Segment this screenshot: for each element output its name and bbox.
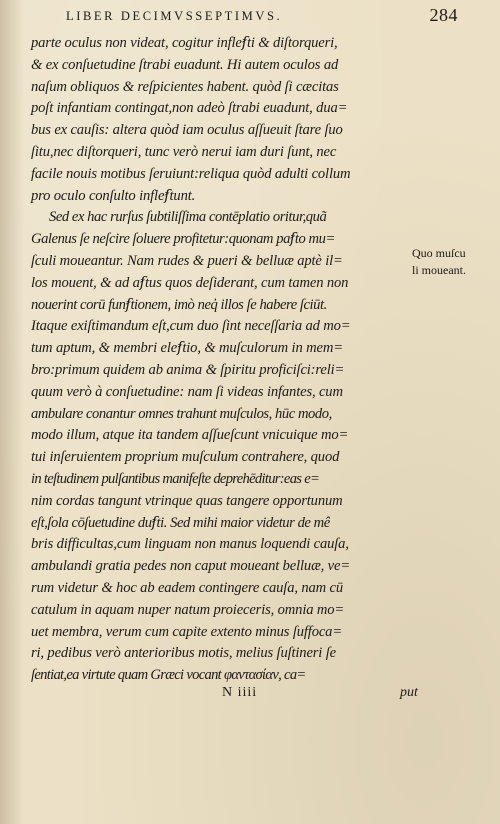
main-text-block <box>31 33 401 687</box>
text-line: poſt infantiam contingat,non adeò ſtrabi euadunt, dua= <box>31 100 348 117</box>
text-line: facile nouis motibus ſeruiunt:reliqua quòd adulti collum <box>31 165 351 182</box>
text-line: modo illum, atque ita tandem aſſueſcunt vnicuique mo= <box>31 427 349 444</box>
text-line: tum aptum, & membri eleẜtio, & muſculorum in mem= <box>31 340 343 357</box>
page-footer <box>0 685 500 707</box>
catchword: put <box>400 685 418 700</box>
text-line: rum videtur & hoc ab eadem contingere cauſa, nam cū <box>31 579 343 596</box>
text-line: ſentiat,ea virtute quam Græci vocant φαντασίαν, ca= <box>31 667 306 684</box>
text-line: & ex conſuetudine ſtrabi euadunt. Hi autem oculos ad <box>31 56 339 73</box>
text-line: nim cordas tangunt vtrinque quas tangere opportunum <box>31 492 343 509</box>
text-line: ambulandi gratia pedes non caput moueant belluæ, ve= <box>31 558 351 575</box>
text-line: Galenus ſe neſcire ſoluere profitetur:quonam paẜto mu= <box>31 231 335 248</box>
text-line: naſum obliquos & reſpicientes habent. quòd ſi cæcitas <box>31 78 339 95</box>
text-line: parte oculus non videat, cogitur infleẜti & diſtorqueri, <box>31 35 338 51</box>
text-line: tui inſeruientem proprium muſculum contrahere, quod <box>31 449 340 466</box>
text-line: bus ex cauſis: altera quòd iam oculus aſſueuit ſtare ſuo <box>31 122 343 139</box>
marginal-note-line: li moueant. <box>412 263 466 277</box>
text-line: ri, pedibus verò anterioribus motis, melius ſuſtineri ſe <box>31 645 336 662</box>
running-head <box>66 6 458 28</box>
text-line: pro oculo conſulto infleẜtunt. <box>31 187 196 204</box>
text-line: quum verò à conſuetudine: nam ſi videas infantes, cum <box>31 383 343 400</box>
running-head-title: LIBER DECIMVSSEPTIMVS. <box>66 9 283 23</box>
text-line: eſt,ſola cōſuetudine duẜti. Sed mihi maior videtur de mê <box>31 514 330 531</box>
text-line: Sed ex hac rurſus ſubtiliſſima contēplatio oritur,quã <box>49 209 327 226</box>
text-line: bris difficultas,cum linguam non manus loquendi cauſa, <box>31 536 349 553</box>
marginal-note <box>412 245 500 279</box>
text-line: Itaque exiſtimandum eſt,cum duo ſint neceſſaria ad mo= <box>31 318 351 335</box>
text-line: los mouent, & ad aẜtus quos deſiderant, cum tamen non <box>31 274 349 291</box>
text-line: uet membra, verum cum capite extento minus ſuffoca= <box>31 623 343 640</box>
text-line: in teſtudinem pulſantibus manifeſte deprehēditur:eas e= <box>31 470 320 487</box>
text-line: catulum in aquam nuper natum proieceris, omnia mo= <box>31 601 345 618</box>
text-line: ambulare conantur omnes trahunt muſculos, hūc modo, <box>31 405 332 422</box>
text-line: nouerint corū funẜtionem, imò neq̓ illos ſe habere ſciūt. <box>31 296 327 313</box>
page-number: 284 <box>429 5 458 25</box>
text-line: ſitu,nec diſtorqueri, tunc verò nerui iam duri ſunt, nec <box>31 143 337 160</box>
text-line: bro:primum quidem ab anima & ſpiritu proficiſci:reli= <box>31 361 345 378</box>
text-line: ſculi moueantur. Nam rudes & pueri & belluæ aptè il= <box>31 252 343 269</box>
marginal-note-line: Quo muſcu <box>412 246 466 260</box>
signature-mark: N iiii <box>222 685 258 700</box>
